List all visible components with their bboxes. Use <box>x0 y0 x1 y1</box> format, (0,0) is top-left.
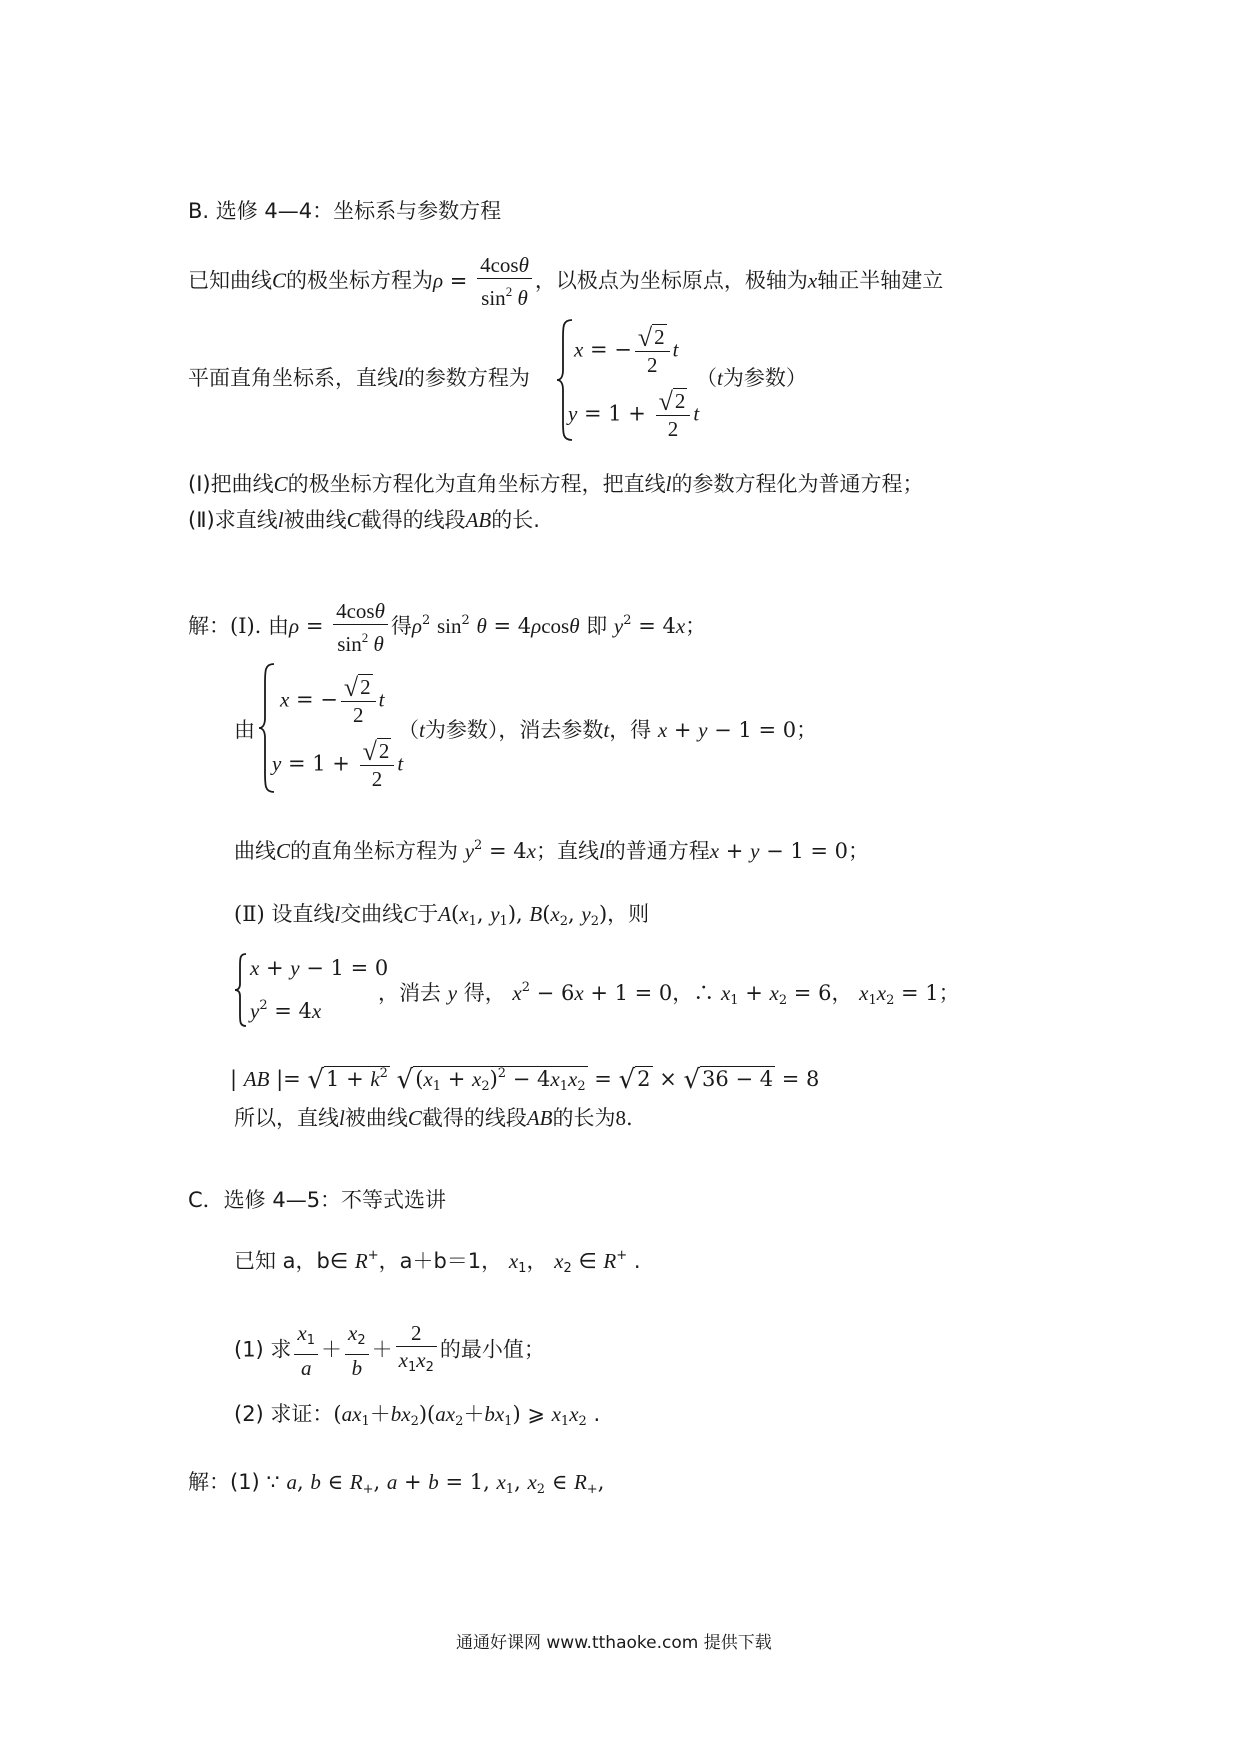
solution-x-equation: x = − $\frac{√2}{2}$ t <box>280 673 385 727</box>
section-c-given: 已知 a，b∈ R+，a＋b＝1， $x_1$， $x_2$ ∈ R+ . <box>234 1248 641 1276</box>
parametric-note: （t为参数） <box>696 366 807 390</box>
parametric-y-equation: y = 1 + $\frac{√2}{2}$ t <box>568 387 700 441</box>
page-footer: 通通好课网 www.tthaoke.com 提供下载 <box>456 1633 772 1653</box>
solution-b-step-6: | AB |= $√1 + k^2$ $√(x_1 + x_2)^2 - 4x_1x_2 = √2 \times √36 - 4 = 8$ <box>230 1065 820 1095</box>
system-equation-2: $y^2 = 4x$ <box>250 998 322 1023</box>
solution-b-step-1: 解：(Ⅰ). 由ρ = $\frac{4\cos\theta}{\sin^2 \theta}$ 得$\rho^2$ $\sin^2 \theta = 4\rho\cos\theta$ 即 $y^2 = 4x$； <box>188 599 707 656</box>
section-b-heading: B. 选修 4—4：坐标系与参数方程 <box>188 199 502 223</box>
solution-b-step-4: (Ⅱ) 设直线l交曲线C于$A(x_1$, $y_1$), $B(x_2$, $y_2$)，则 <box>234 902 650 929</box>
section-b-paragraph-2: 平面直角坐标系，直线l的参数方程为 <box>188 366 530 390</box>
section-b-paragraph-1: 已知曲线C的极坐标方程为ρ = $\frac{4\cos\theta}{\sin^2 \theta}$ ，以极点为坐标原点，极轴为x轴正半轴建立 <box>188 253 944 310</box>
system-brace-icon <box>234 952 248 1028</box>
solution-b-step-7: 所以，直线l被曲线C截得的线段AB的长为8. <box>234 1106 633 1130</box>
solution-b-step-3: 曲线C的直角坐标方程为 $y^2 = 4x$；直线l的普通方程x + y − 1 = 0； <box>234 838 870 863</box>
question-1: (Ⅰ)把曲线C的极坐标方程化为直角坐标方程，把直线l的参数方程化为普通方程； <box>188 472 924 496</box>
polar-fraction: $\frac{4\cos\theta}{\sin^2 \theta}$ <box>477 252 532 311</box>
solution-y-equation: y = 1 + $\frac{√2}{2}$ t <box>272 737 404 791</box>
question-2: (Ⅱ)求直线l被曲线C截得的线段AB的长. <box>188 508 540 532</box>
solution-b-step-2-text: （t为参数），消去参数t，得 x + y − 1 = 0； <box>398 718 818 742</box>
solution-b-step-2-label: 由 <box>234 718 255 742</box>
section-c-part-1: (1) 求 $\frac{x_1}{a}$ ＋ $\frac{x_2}{b}$ ＋ $\frac{2}{x_1x_2}$ 的最小值； <box>234 1321 545 1380</box>
system-equation-1: x + y − 1 = 0 <box>250 956 389 980</box>
section-c-part-2: (2) 求证：$(ax_1+bx_2)(ax_2+bx_1)$ ⩾ $x_1x_2$ . <box>234 1402 601 1429</box>
solution-b-step-5: ，消去 y 得， $x^2 - 6x + 1 = 0$，∴ $x_1 + x_2 = 6$， $x_1x_2 = 1$； <box>378 980 960 1008</box>
section-c-solution: 解：(1) ∵ a, b ∈ $R_+$, a + b = 1, $x_1$, $x_2$ ∈ $R_+$, <box>188 1470 605 1497</box>
section-c-heading: C．选修 4—5：不等式选讲 <box>188 1188 447 1212</box>
parametric-x-equation: x = − $\frac{√2}{2}$ t <box>574 323 679 377</box>
